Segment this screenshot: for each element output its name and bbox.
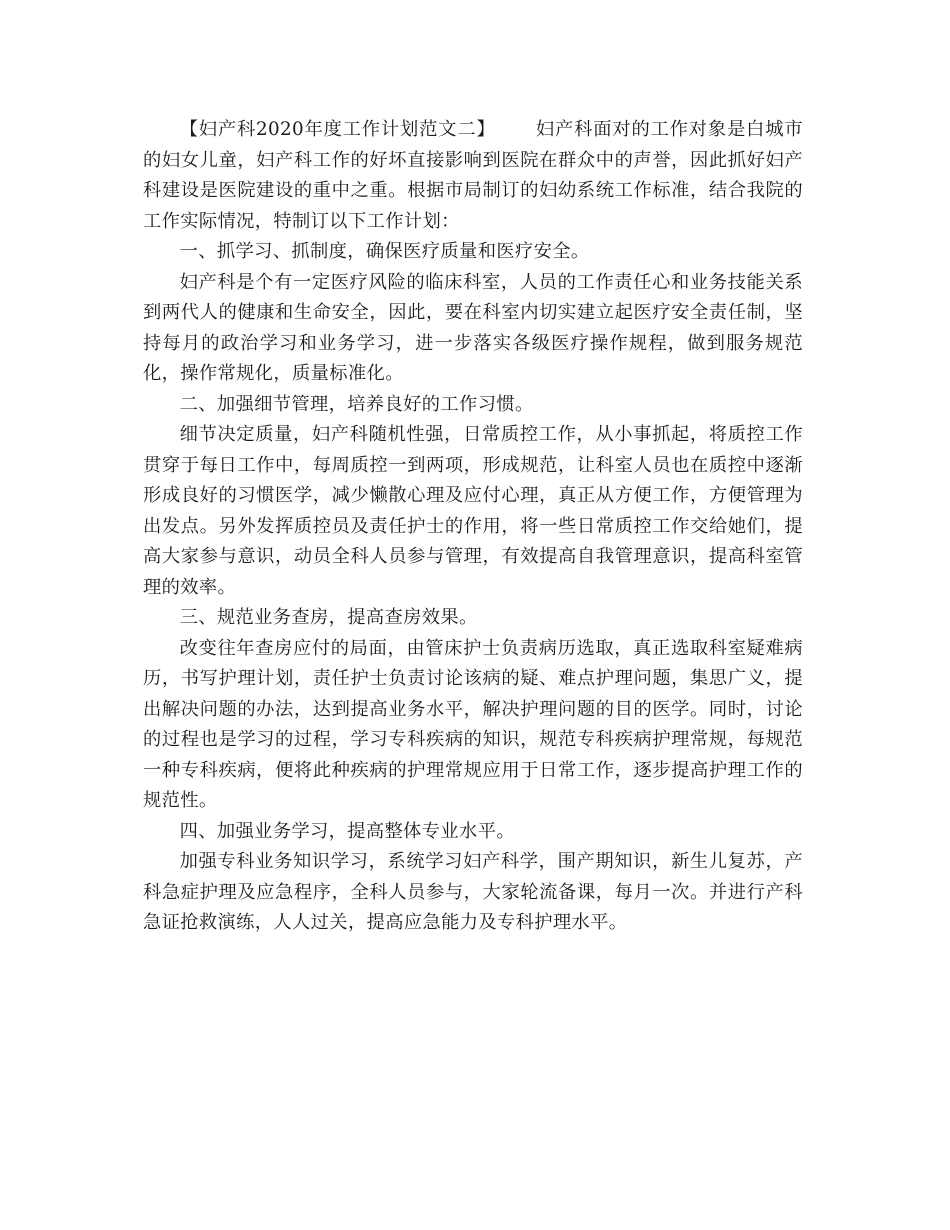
section-heading-3: 三、规范业务查房，提高查房效果。	[179, 607, 478, 628]
intro-paragraph	[143, 115, 803, 237]
document-page	[143, 115, 803, 939]
intro-text: 妇产科面对的工作对象是白城市的妇女儿童，妇产科工作的好坏直接影响到医院在群众中的声誉，因此抓好妇产科建设是医院建设的重中之重。根据市局制订的妇幼系统工作标准，结合我院的工作实际情况，特制订以下工作计划：	[143, 119, 804, 232]
document-title: 【妇产科2020年度工作计划范文二】	[179, 119, 496, 140]
section-body-4: 加强专科业务知识学习，系统学习妇产科学，围产期知识，新生儿复苏，产科急症护理及应急程序，全科人员参与，大家轮流备课，每月一次。并进行产科急证抢救演练，人人过关，提高应急能力及专科护理水平。	[143, 851, 803, 933]
section-body-3: 改变往年查房应付的局面，由管床护士负责病历选取，真正选取科室疑难病历，书写护理计划，责任护士负责讨论该病的疑、难点护理问题，集思广义，提出解决问题的办法，达到提高业务水平，解决护理问题的目的医学。同时，讨论的过程也是学习的过程，学习专科疾病的知识，规范专科疾病护理常规，每规范一种专科疾病，便将此种疾病的护理常规应用于日常工作，逐步提高护理工作的规范性。	[143, 637, 803, 811]
section-heading-4: 四、加强业务学习，提高整体专业水平。	[179, 820, 515, 842]
section-body-2: 细节决定质量，妇产科随机性强，日常质控工作，从小事抓起，将质控工作贯穿于每日工作中，每周质控一到两项，形成规范，让科室人员也在质控中逐渐形成良好的习惯医学，减少懒散心理及应付心理，真正从方便工作，方便管理为出发点。另外发挥质控员及责任护士的作用，将一些日常质控工作交给她们，提高大家参与意识，动员全科人员参与管理，有效提高自我管理意识，提高科室管理的效率。	[143, 424, 803, 598]
section-heading-2: 二、加强细节管理，培养良好的工作习惯。	[179, 393, 534, 415]
section-heading-1: 一、抓学习、抓制度，确保医疗质量和医疗安全。	[179, 241, 590, 262]
section-body-1: 妇产科是个有一定医疗风险的临床科室，人员的工作责任心和业务技能关系到两代人的健康和生命安全，因此，要在科室内切实建立起医疗安全责任制，坚持每月的政治学习和业务学习，进一步落实各级医疗操作规程，做到服务规范化，操作常规化，质量标准化。	[143, 271, 803, 384]
